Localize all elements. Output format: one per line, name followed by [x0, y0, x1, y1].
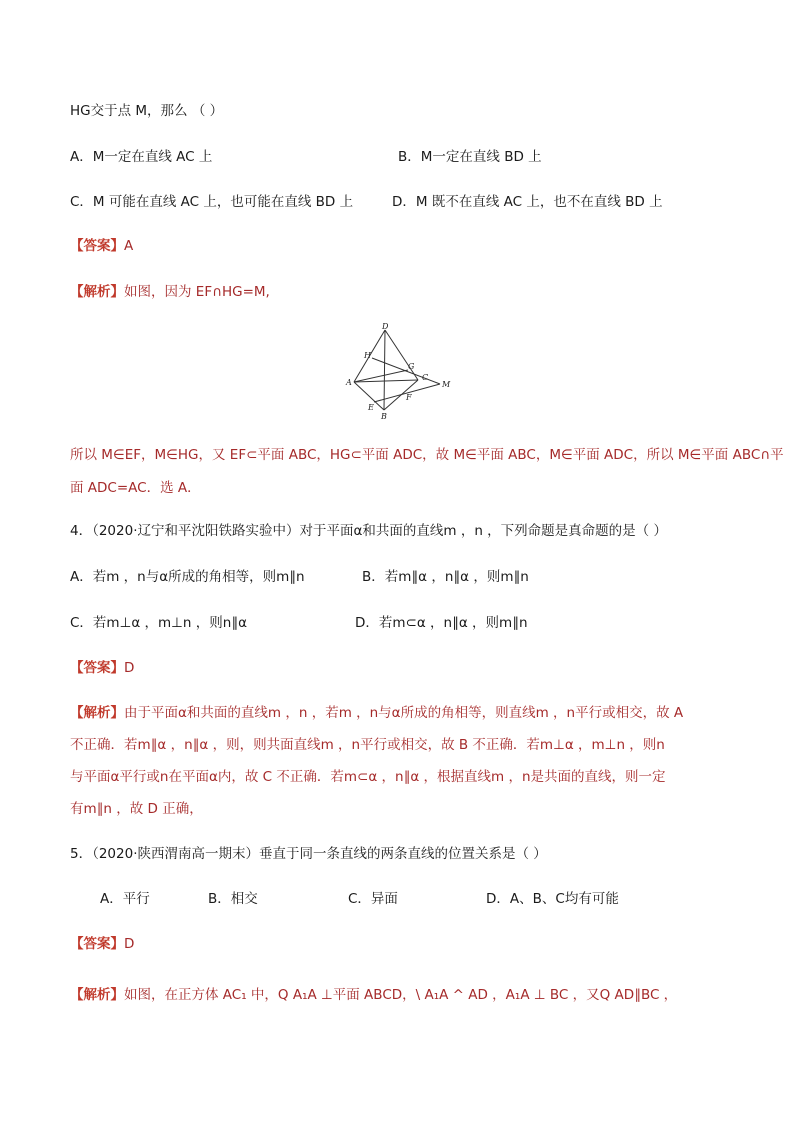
label-d: D [382, 322, 389, 331]
q4-analysis-line-2: 不正确．若m∥α ，n∥α ，则，则共面直线m ，n平行或相交，故 B 不正确．若m⊥α ，m⊥n ，则n [70, 737, 665, 753]
q3-analysis-line-1: 所以 M∈EF，M∈HG，又 EF⊂平面 ABC，HG⊂平面 ADC，故 M∈平面 ABC，M∈平面 ADC，所以 M∈平面 ABC∩平 [70, 447, 784, 463]
analysis-text: 如图，因为 EF∩HG=M, [124, 284, 270, 300]
answer-label: 【答案】 [70, 238, 124, 254]
q3-option-d: D．M 既不在直线 AC 上，也不在直线 BD 上 [392, 194, 663, 210]
q4-answer [70, 659, 134, 677]
q4-analysis-line-1 [70, 704, 683, 722]
q4-option-c: C．若m⊥α ，m⊥n ，则n∥α [70, 615, 247, 631]
analysis-text: 如图，在正方体 AC₁ 中，Q A₁A ⊥平面 ABCD，\ A₁A ^ AD ，A₁A ⊥ BC ，又Q AD∥BC ， [124, 987, 678, 1003]
q5-option-d: D．A、B、C均有可能 [486, 891, 619, 907]
edge-db [384, 330, 385, 410]
answer-value: A [124, 238, 134, 254]
q3-answer [70, 237, 133, 255]
q4-analysis-line-4: 有m∥n ，故 D 正确， [70, 801, 203, 817]
q4-option-a: A．若m ，n与α所成的角相等，则m∥n [70, 569, 305, 585]
q3-analysis-line-2: 面 ADC=AC．选 A． [70, 480, 201, 496]
answer-label: 【答案】 [70, 936, 124, 952]
q4-option-b: B．若m∥α ，n∥α ，则m∥n [362, 569, 529, 585]
q3-option-b: B．M一定在直线 BD 上 [398, 149, 542, 165]
tetrahedron-figure [340, 322, 460, 422]
answer-value: D [124, 660, 135, 676]
q5-option-b: B．相交 [208, 891, 258, 907]
q3-option-a: A．M一定在直线 AC 上 [70, 149, 213, 165]
edge-dc [385, 330, 418, 380]
q3-analysis-intro [70, 283, 270, 301]
q5-analysis-line-1 [70, 986, 677, 1004]
label-m: M [442, 380, 451, 389]
label-e: E [368, 403, 374, 412]
q5-option-c: C．异面 [348, 891, 398, 907]
label-g: G [408, 362, 415, 371]
q5-answer [70, 935, 134, 953]
analysis-label: 【解析】 [70, 987, 124, 1003]
label-a: A [346, 378, 352, 387]
q4-stem: 4．（2020·辽宁和平沈阳铁路实验中）对于平面α和共面的直线m ，n ，下列命题是真命题的是（ ） [70, 523, 667, 539]
label-c: C [422, 373, 429, 382]
q3-stem-tail: HG交于点 M，那么 （ ） [70, 103, 224, 119]
answer-value: D [124, 936, 135, 952]
label-b: B [381, 412, 387, 421]
analysis-text: 由于平面α和共面的直线m ，n ，若m ，n与α所成的角相等，则直线m ，n平行或相交，故 A [124, 705, 684, 721]
analysis-label: 【解析】 [70, 284, 124, 300]
analysis-label: 【解析】 [70, 705, 124, 721]
label-h: H [364, 351, 371, 360]
answer-label: 【答案】 [70, 660, 124, 676]
q3-option-c: C．M 可能在直线 AC 上，也可能在直线 BD 上 [70, 194, 354, 210]
q4-analysis-line-3: 与平面α平行或n在平面α内，故 C 不正确．若m⊂α ，n∥α ，根据直线m ，n是共面的直线，则一定 [70, 769, 666, 785]
q4-option-d: D．若m⊂α ，n∥α ，则m∥n [355, 615, 528, 631]
q5-stem: 5．（2020·陕西渭南高一期末）垂直于同一条直线的两条直线的位置关系是（ ） [70, 846, 547, 862]
label-f: F [406, 393, 412, 402]
q5-option-a: A．平行 [100, 891, 150, 907]
